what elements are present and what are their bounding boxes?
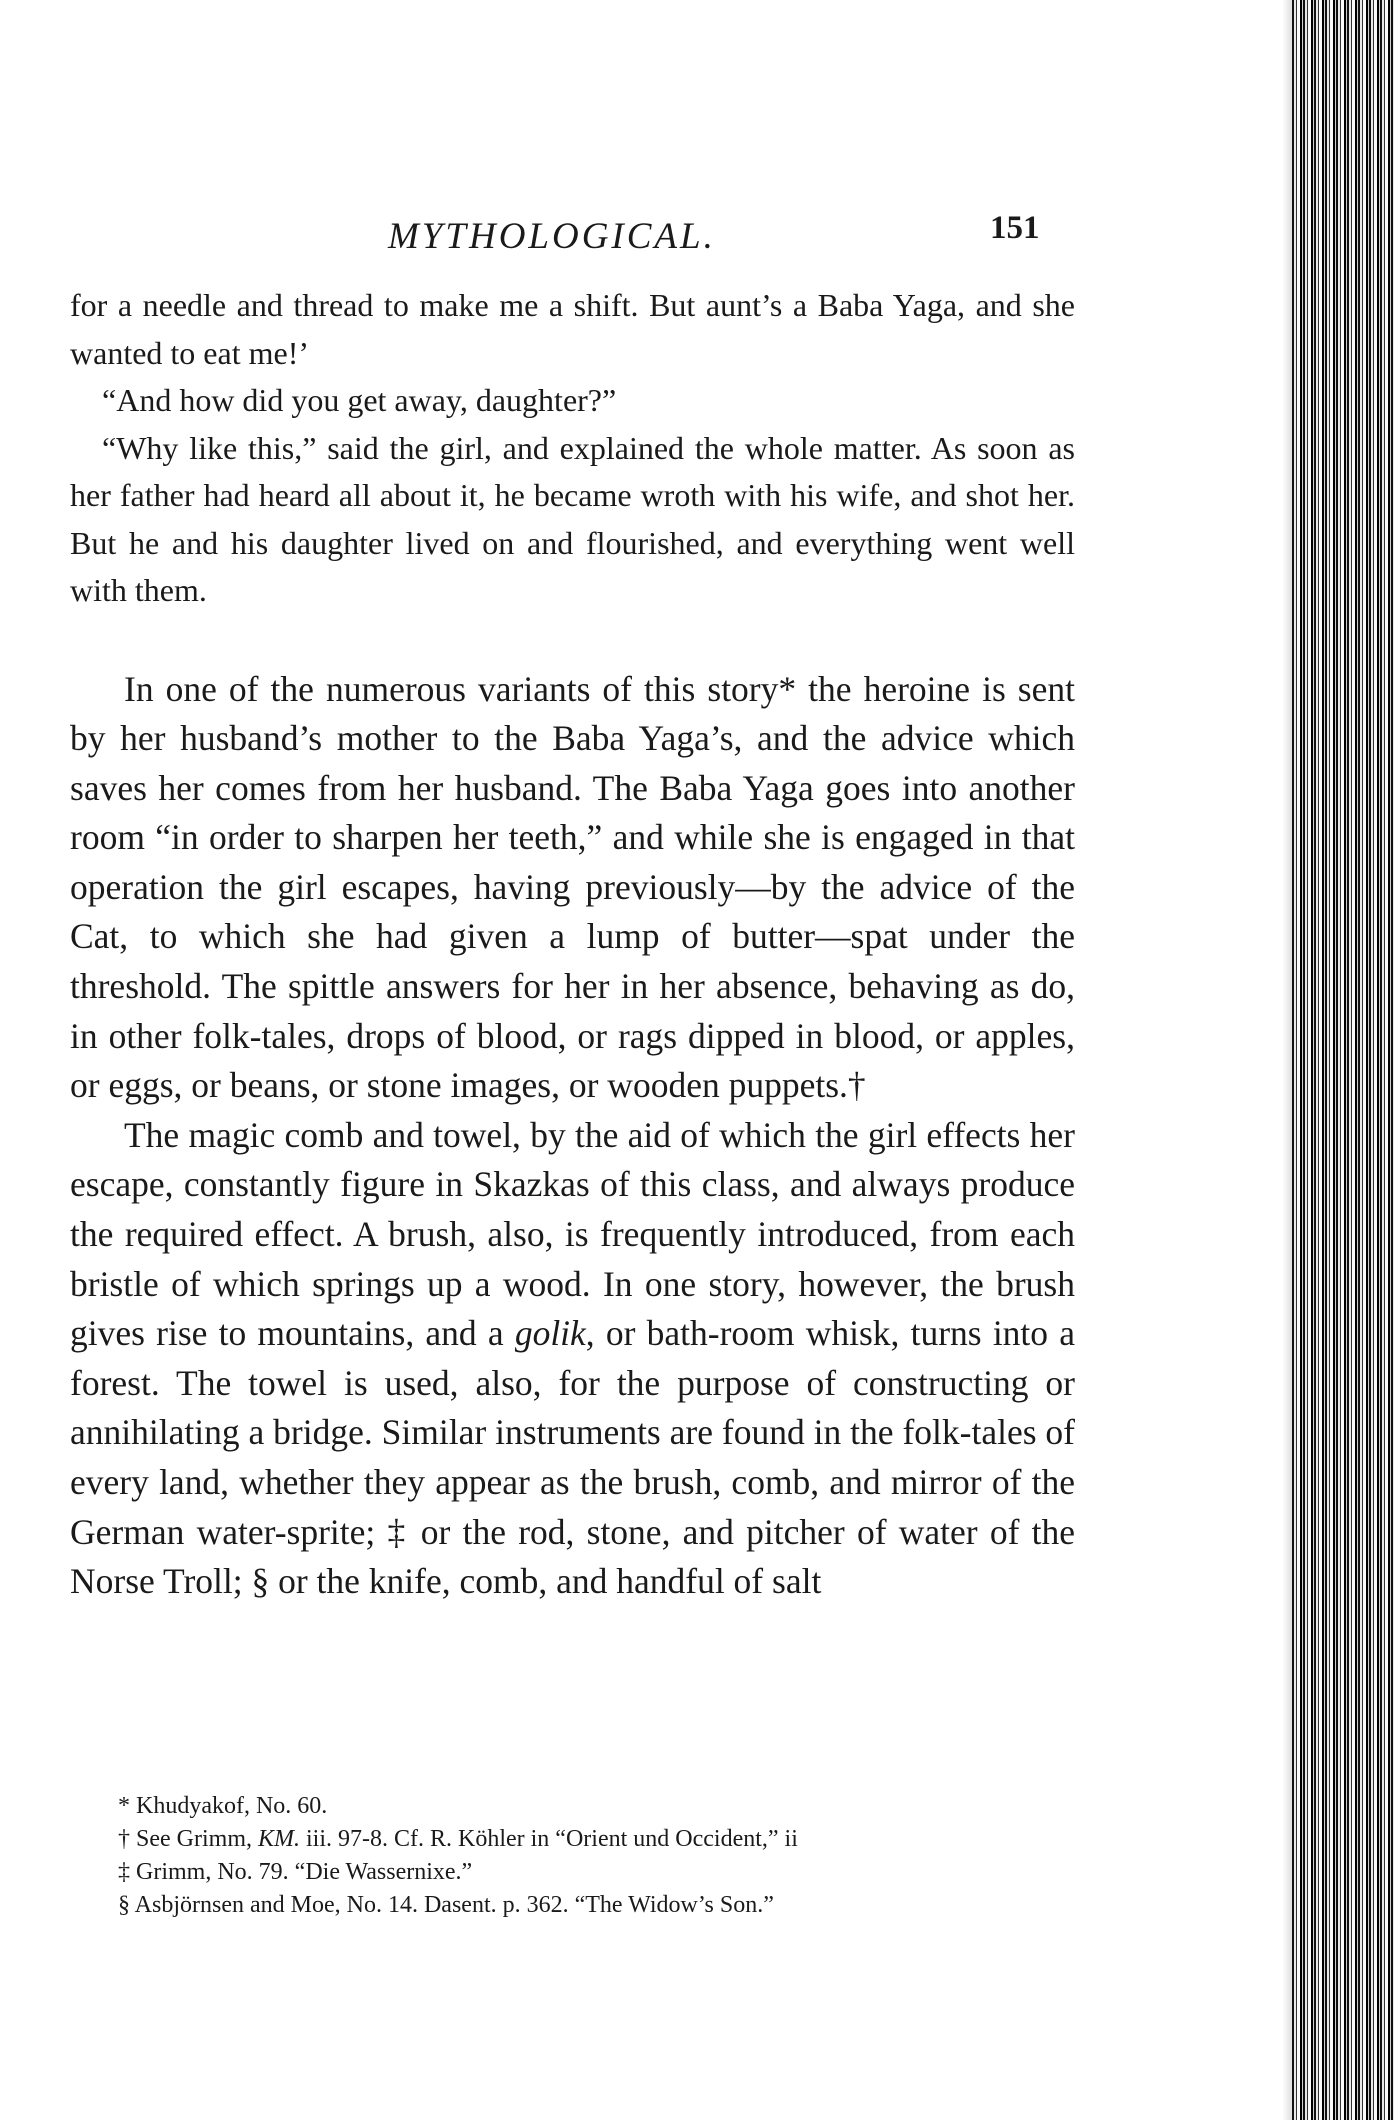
paragraph-variants: In one of the numerous variants of this story* the heroine is sent by her husband’s mother to the Baba Yaga’s, and the advice which saves her comes from her husband. The Baba Yaga goes into another room “in order to sharpen her teeth,” and while she is engaged in that operation the girl escapes, having previously—by the advice of the Cat, to which she had given a lump of butter—spat under the threshold. The spittle answers for her in her absence, behaving as do, in other folk-tales, drops of blood, or rags dipped in blood, or apples, or eggs, or beans, or stone images, or wooden puppets.†: [70, 668, 1075, 1106]
footnote: [118, 1856, 1018, 1889]
paragraph-continuation: for a needle and thread to make me a shift. But aunt’s a Baba Yaga, and she wanted to eat me!’: [70, 287, 1075, 371]
footnote-mark: †: [118, 1826, 130, 1852]
body-text: [70, 282, 1075, 1607]
footnote-mark: *: [118, 1793, 130, 1819]
footnote-italic: KM.: [257, 1826, 300, 1852]
paragraph-dialogue-question: “And how did you get away, daughter?”: [102, 382, 617, 418]
book-binding-edge: [1292, 0, 1394, 2120]
footnote-text-rest: iii. 97-8. Cf. R. Köhler in “Orient und Occident,” ii: [299, 1826, 798, 1852]
footnote-text: Khudyakof, No. 60.: [130, 1793, 328, 1819]
paragraph-magic-comb-text: The magic comb and towel, by the aid of which the girl effects her escape, constantly figure in Skazkas of this class, and always produce the required effect. A brush, also, is frequently introduced, from each bristle of which springs up a wood. In one story, however, the brush gives rise to mountains, and a: [70, 1114, 1075, 1354]
footnote-mark: §: [118, 1892, 130, 1918]
footnote: [118, 1823, 1018, 1856]
footnote-text: Asbjörnsen and Moe, No. 14. Dasent. p. 362. “The Widow’s Son.”: [130, 1892, 774, 1918]
footnote-text: Grimm, No. 79. “Die Wassernixe.”: [130, 1859, 473, 1885]
paragraph-magic-comb-text-rest: , or bath-room whisk, turns into a forest. The towel is used, also, for the purpose of constructing or annihilating a bridge. Similar instruments are found in the folk-tales of every land, whether they appear as the brush, comb, and mirror of the German water-sprite; ‡ or the rod, stone, and pitcher of water of the Norse Troll; § or the knife, comb, and handful of salt: [70, 1313, 1075, 1602]
footnote: [118, 1889, 1018, 1922]
golik-term: golik: [514, 1313, 586, 1354]
running-head: MYTHOLOGICAL.: [388, 216, 716, 257]
paragraph-dialogue-answer: “Why like this,” said the girl, and explained the whole matter. As soon as her father had heard all about it, he became wroth with his wife, and shot her. But he and his daughter lived on and flourished, and everything went well with them.: [70, 429, 1075, 608]
footnote-text: See Grimm,: [130, 1826, 258, 1852]
footnote: [118, 1790, 1018, 1823]
footnotes: [118, 1790, 1018, 1922]
paragraph-magic-comb: [70, 1111, 1075, 1607]
page-number: 151: [990, 210, 1040, 246]
footnote-mark: ‡: [118, 1859, 130, 1885]
page-header: [70, 205, 1070, 265]
